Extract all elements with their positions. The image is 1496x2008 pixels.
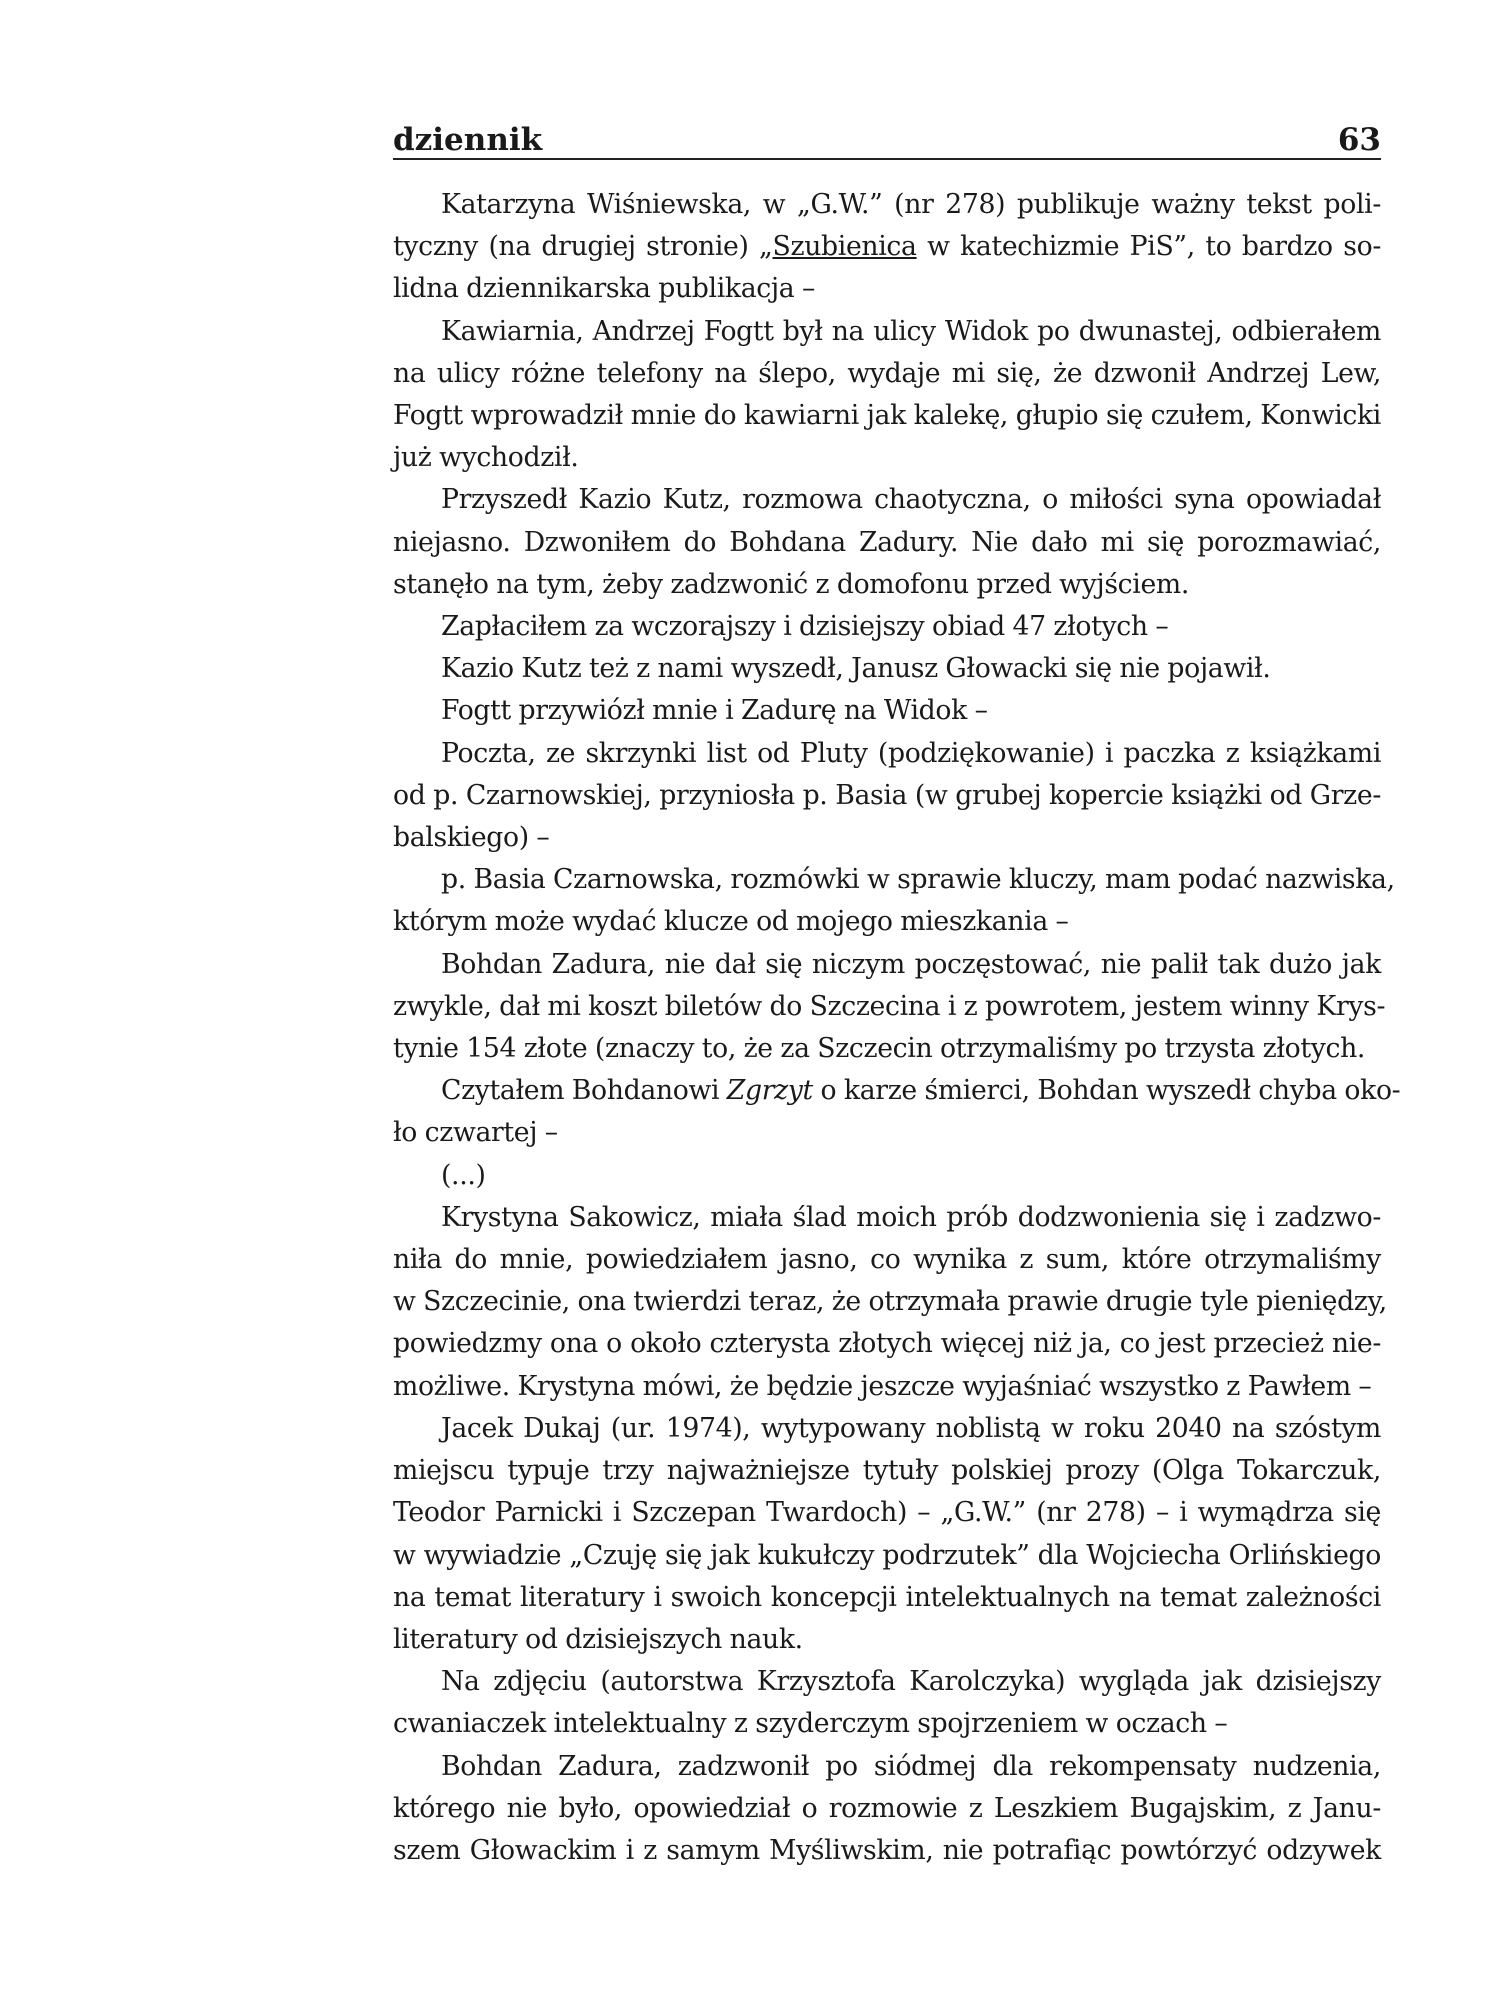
text-line bbox=[393, 1535, 1381, 1577]
paragraph bbox=[393, 1197, 1387, 1408]
paragraph bbox=[393, 184, 1381, 311]
italic-title: Zgrzyt bbox=[726, 1075, 813, 1107]
text-line bbox=[393, 1028, 1381, 1070]
paragraph bbox=[393, 1408, 1381, 1661]
paragraph bbox=[393, 1155, 1381, 1197]
paragraph bbox=[393, 1746, 1381, 1873]
text-line bbox=[393, 733, 1381, 775]
text-run: już wychodził. bbox=[393, 442, 579, 474]
text-run: w Szczecinie, ona twierdzi teraz, że otrzymała prawie drugie tyle pieniędzy, bbox=[393, 1286, 1387, 1318]
text-line bbox=[393, 353, 1381, 395]
text-line bbox=[393, 1197, 1381, 1239]
text-line bbox=[393, 986, 1386, 1028]
text-line bbox=[393, 817, 1381, 859]
text-line bbox=[393, 1661, 1381, 1703]
text-run: na ulicy różne telefony na ślepo, wydaje mi się, że dzwonił Andrzej Lew, bbox=[393, 357, 1381, 389]
text-run: o karze śmierci, Bohdan wyszedł chyba oko- bbox=[812, 1075, 1401, 1107]
paragraph bbox=[393, 479, 1381, 606]
text-line bbox=[393, 184, 1381, 226]
text-run: stanęło na tym, żeby zadzwonić z domofonu przed wyjściem. bbox=[393, 568, 1189, 600]
text-run: niła do mnie, powiedziałem jasno, co wynika z sum, które otrzymaliśmy bbox=[393, 1244, 1381, 1276]
text-line bbox=[393, 268, 1381, 310]
text-run: cwaniaczek intelektualny z szyderczym spojrzeniem w oczach – bbox=[393, 1708, 1228, 1740]
paragraph bbox=[393, 944, 1386, 1071]
text-line bbox=[393, 226, 1381, 268]
text-line bbox=[393, 564, 1381, 606]
text-run: Krystyna Sakowicz, miała ślad moich prób dodzwonienia się i zadzwo- bbox=[441, 1201, 1381, 1233]
text-run: szem Głowackim i z samym Myśliwskim, nie potrafiąc powtórzyć odzywek bbox=[393, 1834, 1381, 1866]
text-run: Bohdan Zadura, zadzwonił po siódmej dla rekompensaty nudzenia, bbox=[441, 1750, 1381, 1782]
text-line bbox=[393, 1619, 1381, 1661]
paragraph bbox=[393, 1661, 1381, 1745]
text-run: Fogtt przywiózł mnie i Zadurę na Widok – bbox=[441, 695, 988, 727]
text-run: ło czwartej – bbox=[393, 1117, 558, 1149]
text-line bbox=[393, 901, 1381, 943]
text-line bbox=[393, 1408, 1381, 1450]
text-run: Poczta, ze skrzynki list od Pluty (podziękowanie) i paczka z książkami bbox=[441, 737, 1381, 769]
text-line bbox=[393, 1239, 1381, 1281]
text-line bbox=[393, 1577, 1381, 1619]
text-run: powiedzmy ona o około czterysta złotych więcej niż ja, co jest przecież nie- bbox=[393, 1328, 1381, 1360]
text-run: w katechizmie PiS”, to bardzo so- bbox=[916, 231, 1381, 263]
text-line bbox=[393, 522, 1381, 564]
text-run: Kawiarnia, Andrzej Fogtt był na ulicy Widok po dwunastej, odbierałem bbox=[441, 315, 1381, 347]
text-line bbox=[393, 1492, 1381, 1534]
text-line bbox=[393, 1450, 1381, 1492]
text-run: Teodor Parnicki i Szczepan Twardoch) – „G.W.” (nr 278) – i wymądrza się bbox=[393, 1497, 1381, 1529]
text-line bbox=[393, 1830, 1381, 1872]
body-text bbox=[393, 184, 1401, 1872]
text-run: (...) bbox=[441, 1159, 486, 1191]
paragraph bbox=[393, 311, 1381, 480]
running-header bbox=[393, 112, 1381, 160]
text-run: Czytałem Bohdanowi bbox=[441, 1075, 727, 1107]
text-line bbox=[393, 775, 1381, 817]
paragraph bbox=[393, 606, 1381, 648]
text-run: w wywiadzie „Czuję się jak kukułczy podrzutek” dla Wojciecha Orlińskiego bbox=[393, 1539, 1381, 1571]
text-line bbox=[393, 1323, 1381, 1365]
text-run: tyczny (na drugiej stronie) „ bbox=[393, 231, 773, 263]
text-run: możliwe. Krystyna mówi, że będzie jeszcze wyjaśniać wszystko z Pawłem – bbox=[393, 1370, 1372, 1402]
text-line bbox=[393, 395, 1381, 437]
text-line bbox=[393, 1703, 1381, 1745]
text-line bbox=[393, 690, 1381, 732]
text-line bbox=[393, 1281, 1387, 1323]
text-run: Przyszedł Kazio Kutz, rozmowa chaotyczna, o miłości syna opowiadał bbox=[441, 484, 1381, 516]
text-run: Katarzyna Wiśniewska, w „G.W.” (nr 278) publikuje ważny tekst poli- bbox=[441, 189, 1381, 220]
paragraph bbox=[393, 733, 1381, 860]
text-run: literatury od dzisiejszych nauk. bbox=[393, 1623, 803, 1655]
text-run: zwykle, dał mi koszt biletów do Szczecina i z powrotem, jestem winny Krys- bbox=[393, 990, 1386, 1022]
text-run: Fogtt wprowadził mnie do kawiarni jak kalekę, głupio się czułem, Konwicki bbox=[393, 400, 1381, 432]
text-line bbox=[393, 1070, 1401, 1112]
text-line bbox=[393, 1746, 1381, 1788]
text-run: balskiego) – bbox=[393, 822, 550, 854]
text-run: Jacek Dukaj (ur. 1974), wytypowany noblistą w roku 2040 na szóstym bbox=[441, 1412, 1381, 1444]
text-run: p. Basia Czarnowska, rozmówki w sprawie kluczy, mam podać nazwiska, bbox=[441, 864, 1395, 896]
text-run: niejasno. Dzwoniłem do Bohdana Zadury. Nie dało mi się porozmawiać, bbox=[393, 526, 1381, 558]
paragraph bbox=[393, 859, 1395, 943]
paragraph bbox=[393, 1070, 1401, 1154]
text-line bbox=[393, 1155, 1381, 1197]
text-run: którego nie było, opowiedział o rozmowie z Leszkiem Bugajskim, z Janu- bbox=[393, 1792, 1381, 1824]
text-line bbox=[393, 859, 1395, 901]
paragraph bbox=[393, 690, 1381, 732]
underlined-term: Szubienica bbox=[772, 231, 917, 263]
running-title: dziennik bbox=[393, 122, 543, 158]
text-line bbox=[393, 944, 1381, 986]
text-line bbox=[393, 437, 1381, 479]
text-line bbox=[393, 606, 1381, 648]
text-run: Na zdjęciu (autorstwa Krzysztofa Karolczyka) wygląda jak dzisiejszy bbox=[441, 1666, 1381, 1698]
text-run: lidna dziennikarska publikacja – bbox=[393, 273, 815, 305]
text-line bbox=[393, 1366, 1381, 1408]
text-line bbox=[393, 1112, 1381, 1154]
text-run: którym może wydać klucze od mojego mieszkania – bbox=[393, 906, 1069, 938]
text-line bbox=[393, 648, 1381, 690]
page-number: 63 bbox=[1337, 122, 1381, 158]
text-run: tynie 154 złote (znaczy to, że za Szczecin otrzymaliśmy po trzysta złotych. bbox=[393, 1033, 1366, 1065]
text-run: Zapłaciłem za wczorajszy i dzisiejszy obiad 47 złotych – bbox=[441, 611, 1169, 643]
text-run: od p. Czarnowskiej, przyniosła p. Basia (w grubej kopercie książki od Grze- bbox=[393, 779, 1381, 811]
paragraph bbox=[393, 648, 1381, 690]
text-line bbox=[393, 479, 1381, 521]
text-line bbox=[393, 311, 1381, 353]
text-run: na temat literatury i swoich koncepcji intelektualnych na temat zależności bbox=[393, 1581, 1381, 1613]
text-run: Kazio Kutz też z nami wyszedł, Janusz Głowacki się nie pojawił. bbox=[441, 653, 1271, 685]
text-line bbox=[393, 1788, 1381, 1830]
text-run: miejscu typuje trzy najważniejsze tytuły polskiej prozy (Olga Tokarczuk, bbox=[393, 1455, 1381, 1487]
text-run: Bohdan Zadura, nie dał się niczym poczęstować, nie palił tak dużo jak bbox=[441, 948, 1381, 980]
